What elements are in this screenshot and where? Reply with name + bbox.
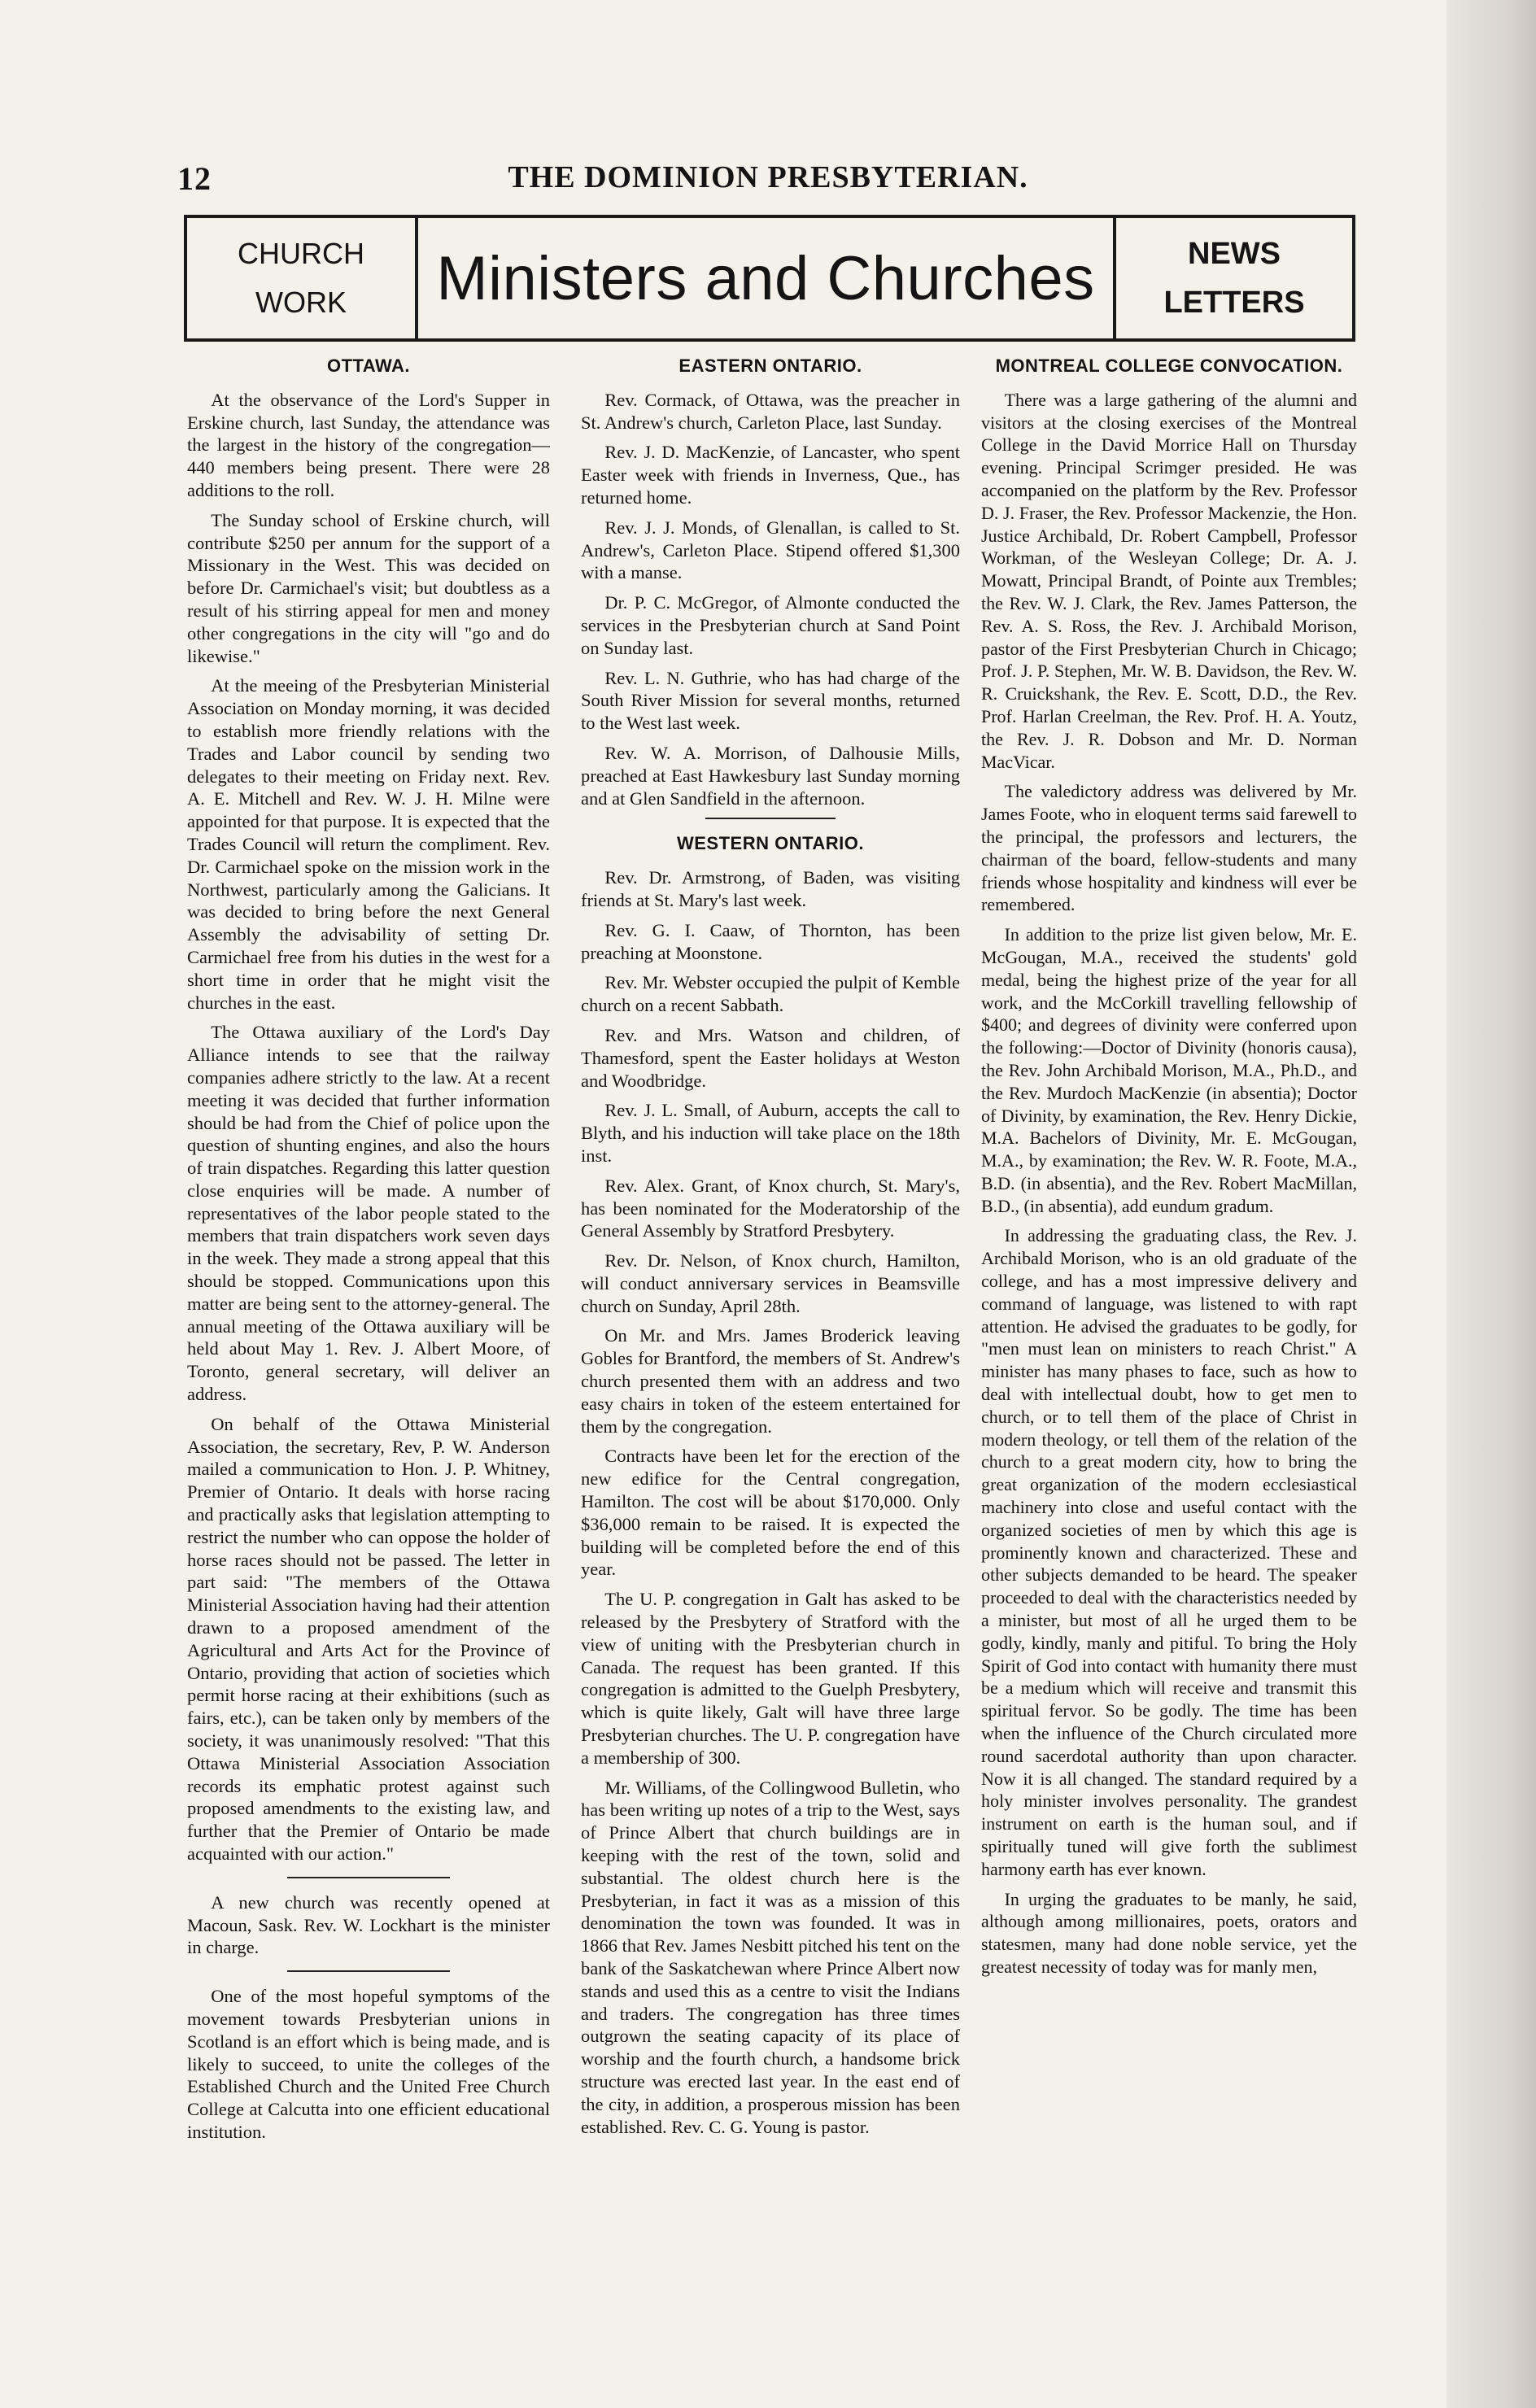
article-paragraph: Contracts have been let for the erection of the new edifice for the Central congregation, Hamilton. The cost will be about $170,000. Only $36,000 remain to be raised. It is expected the building will be completed before the end of this year. [581, 1446, 960, 1580]
article-paragraph: On Mr. and Mrs. James Broderick leaving Gobles for Brantford, the members of St. Andrew's church presented them with an address and two easy chairs in token of the esteem entertained for them by the congregation. [581, 1325, 960, 1437]
article-paragraph: One of the most hopeful symptoms of the movement towards Presbyterian unions in Scotland is an effort which is being made, and is likely to succeed, to unite the colleges of the Established Church and the United Free Church College at Calcutta into one efficient educational institution. [187, 1986, 550, 2142]
article-paragraph: Rev. J. J. Monds, of Glenallan, is called to St. Andrew's, Carleton Place. Stipend offered $1,300 with a manse. [581, 517, 960, 583]
masthead-right [1116, 218, 1352, 338]
page-edge-shadow [1447, 0, 1536, 2408]
article-paragraph: Rev. J. L. Small, of Auburn, accepts the call to Blyth, and his induction will take place on the 18th inst. [581, 1100, 960, 1166]
article-paragraph: Rev. Cormack, of Ottawa, was the preacher in St. Andrew's church, Carleton Place, last Sunday. [581, 389, 960, 433]
masthead-right-line-2: LETTERS [1163, 286, 1305, 320]
article-paragraph: In addition to the prize list given below, Mr. E. McGougan, M.A., received the students' gold medal, being the highest prize of the year for all work, and the McCorkill travelling fellowship of $400; and degrees of divinity were conferred upon the following:—Doctor of Divinity (honoris causa), the Rev. John Archibald Morison, M.A., Ph.D., and the Rev. Murdoch MacKenzie (in absentia); Doctor of Divinity, by examination, the Rev. Henry Dickie, M.A. Bachelors of Divinity, Mr. E. McGougan, M.A., by examination; the Rev. W. R. Foote, M.A., B.D. (in absentia), and the Rev. Robert MacMillan, B.D., (in absentia), add eundum gradum. [981, 924, 1357, 1216]
divider-rule [705, 818, 836, 819]
article-paragraph: At the meeing of the Presbyterian Ministerial Association on Monday morning, it was decided to establish more friendly relations with the Trades and Labor council by sending two delegates to their meeting on Friday next. Rev. A. E. Mitchell and Rev. W. J. H. Milne were appointed for that purpose. It is expected that the Trades Council will return the compliment. Rev. Dr. Carmichael spoke on the mission work in the Northwest, particularly among the Galicians. It was decided to bring before the next General Assembly the advisability of setting Dr. Carmichael free from his duties in the west for a short time in order that he might visit the churches in the east. [187, 675, 550, 1013]
article-paragraph: Rev. W. A. Morrison, of Dalhousie Mills, preached at East Hawkesbury last Sunday morning and at Glen Sandfield in the afternoon. [581, 742, 960, 809]
masthead-left [187, 218, 415, 338]
article-paragraph: Rev. J. D. MacKenzie, of Lancaster, who spent Easter week with friends in Inverness, Que., has returned home. [581, 442, 960, 508]
article-paragraph: A new church was recently opened at Macoun, Sask. Rev. W. Lockhart is the minister in charge. [187, 1891, 550, 1958]
article-paragraph: The Sunday school of Erskine church, will contribute $250 per annum for the support of a Missionary in the West. This was decided on before Dr. Carmichael's visit; but doubtless as a result of his stirring appeal for men and money other congregations in the city will "go and do likewise." [187, 509, 550, 666]
section-heading-ottawa: OTTAWA. [326, 356, 411, 376]
article-paragraph: Rev. Dr. Armstrong, of Baden, was visiting friends at St. Mary's last week. [581, 867, 960, 910]
article-paragraph: There was a large gathering of the alumni and visitors at the closing exercises of the Montreal College in the David Morrice Hall on Thursday evening. Principal Scrimger presided. He was accompanied on the platform by the Rev. Professor D. J. Fraser, the Rev. Professor Mackenzie, the Hon. Justice Archibald, Dr. Robert Campbell, Professor Workman, of the Wesleyan College; Dr. A. J. Mowatt, Principal Brandt, of Pointe aux Trembles; the Rev. W. J. Clark, the Rev. James Patterson, the Rev. A. S. Ross, the Rev. J. Archibald Morison, pastor of the First Presbyterian Church in Chicago; Prof. J. P. Stephen, Mr. W. B. Davidson, the Rev. W. R. Cruickshank, the Rev. E. Scott, D.D., the Rev. Prof. Harlan Creelman, the Rev. Prof. H. A. Youtz, the Rev. J. R. Dobson and Mr. D. Norman MacVicar. [981, 389, 1357, 772]
article-paragraph: Dr. P. C. McGregor, of Almonte conducted the services in the Presbyterian church at Sand Point on Sunday last. [581, 592, 960, 658]
article-paragraph: The Ottawa auxiliary of the Lord's Day Alliance intends to see that the railway companies adhere strictly to the law. At a recent meeting it was decided that further information should be had from the Chief of police upon the question of shunting engines, and also the hours of train dispatches. Regarding this latter question close enquiries will be made. A number of representatives of the labor people stated to the members that train dispatchers work seven days in the week. They made a strong appeal that this should be stopped. Communications upon this matter are being sent to the attorney-general. The annual meeting of the Ottawa auxiliary will be held about May 1. Rev. J. Albert Moore, of Toronto, general secretary, will deliver an address. [187, 1022, 550, 1405]
divider-rule [287, 1877, 450, 1878]
article-paragraph: Rev. Alex. Grant, of Knox church, St. Mary's, has been nominated for the Moderatorship of the General Assembly by Stratford Presbytery. [581, 1175, 960, 1241]
article-paragraph: The valedictory address was delivered by Mr. James Foote, who in eloquent terms said farewell to the principal, the professors and lecturers, the chairman of the board, fellow-students and many friends whose hospitality and kindness will ever be remembered. [981, 781, 1357, 915]
article-paragraph: At the observance of the Lord's Supper in Erskine church, last Sunday, the attendance was the largest in the history of the congregation—440 members being present. There were 28 additions to the roll. [187, 389, 550, 500]
article-paragraph: Rev. G. I. Caaw, of Thornton, has been preaching at Moonstone. [581, 919, 960, 963]
article-paragraph: In addressing the graduating class, the Rev. J. Archibald Morison, who is an old graduate of the college, and has a most impressive delivery and command of language, was listened to with rapt attention. He advised the graduates to be godly, for "men must lean on ministers to reach Christ." A minister has many phases to face, such as how to deal with intellectual doubt, how to get men to church, or to tell them of the place of Christ in modern theology, or tell them of the relation of the church to a great modern city, how to bring the great organization of the modern ecclesiastical machinery into close and useful contact with the organized societies of men by which this age is prominently known and characterized. These and other subjects demanded to be heard. The speaker proceeded to deal with the characteristics needed by a minister, but most of all he urged them to be godly, kindly, manly and pitiful. To bring the Holy Spirit of God into contact with humanity there must be a medium which will receive and transmit this spiritual fervor. So be godly. The time has been when the influence of the Church circulated more round sacerdotal authority than upon character. Now it is all changed. The standard required by a holy minister involves personality. The grandest instrument on earth is the human soul, and if spiritually tuned will give forth the sublimest harmony earth has ever known. [981, 1225, 1357, 1879]
masthead-title: Ministers and Churches [415, 218, 1116, 338]
section-heading-montreal-college: MONTREAL COLLEGE CONVOCATION. [995, 356, 1343, 376]
divider-rule [287, 1970, 450, 1972]
section-masthead [184, 215, 1355, 342]
masthead-left-line-1: CHURCH [238, 237, 364, 270]
masthead-right-line-1: NEWS [1188, 237, 1281, 271]
article-paragraph: In urging the graduates to be manly, he said, although among millionaires, poets, orators and statesmen, many had done noble service, yet the greatest necessity of today was for manly men, [981, 1888, 1357, 1977]
article-paragraph: On behalf of the Ottawa Ministerial Association, the secretary, Rev, P. W. Anderson mailed a communication to Hon. J. P. Whitney, Premier of Ontario. It deals with horse racing and practically asks that legislation attempting to restrict the number who can oppose the holder of horse races should not be passed. The letter in part said: "The members of the Ottawa Ministerial Association having had their attention drawn to a proposed amendment of the Agricultural and Arts Act for the Province of Ontario, providing that action of societies which permit horse racing at their exhibitions (such as fairs, etc.), can be taken only by members of the society, it was unanimously resolved: "That this Ottawa Ministerial Association Association records its emphatic protest against such proposed amendments to the existing law, and further that the Premier of Ontario be made acquainted with our action." [187, 1413, 550, 1864]
page-number: 12 [177, 160, 212, 197]
masthead-left-line-2: WORK [255, 286, 347, 319]
article-paragraph: Rev. Mr. Webster occupied the pulpit of Kemble church on a recent Sabbath. [581, 972, 960, 1016]
article-paragraph: Rev. Dr. Nelson, of Knox church, Hamilton, will conduct anniversary services in Beamsville church on Sunday, April 28th. [581, 1250, 960, 1316]
article-paragraph: Mr. Williams, of the Collingwood Bulletin, who has been writing up notes of a trip to the West, says of Prince Albert that church buildings are in keeping with the rest of the town, solid and substantial. The oldest church here is the Presbyterian, in fact it was as a mission of this denomination the town was founded. It was in 1866 that Rev. James Nesbitt pitched his tent on the bank of the Saskatchewan where Prince Albert now stands and used this as a centre to visit the Indians and traders. The congregation has three times outgrown the seating capacity of its place of worship and the fourth church, a handsome brick structure was erected last year. In the east end of the city, in addition, a prosperous mission has been established. Rev. C. G. Young is pastor. [581, 1777, 960, 2137]
column-ottawa [187, 355, 550, 2151]
section-heading-eastern-ontario: EASTERN ONTARIO. [679, 356, 862, 376]
section-heading-western-ontario: WESTERN ONTARIO. [676, 833, 865, 854]
article-paragraph: Rev. L. N. Guthrie, who has had charge of the South River Mission for several months, returned to the West last week. [581, 667, 960, 734]
journal-title: THE DOMINION PRESBYTERIAN. [508, 160, 1028, 194]
column-ontario [581, 355, 960, 2145]
article-paragraph: The U. P. congregation in Galt has asked to be released by the Presbytery of Stratford with the view of uniting with the Presbyterian church in Canada. The request has been granted. If this congregation is admitted to the Guelph Presbytery, which is quite likely, Galt will have three large Presbyterian churches. The U. P. congregation have a membership of 300. [581, 1589, 960, 1768]
column-montreal-convocation [981, 355, 1357, 1986]
article-paragraph: Rev. and Mrs. Watson and children, of Thamesford, spent the Easter holidays at Weston and Woodbridge. [581, 1024, 960, 1091]
